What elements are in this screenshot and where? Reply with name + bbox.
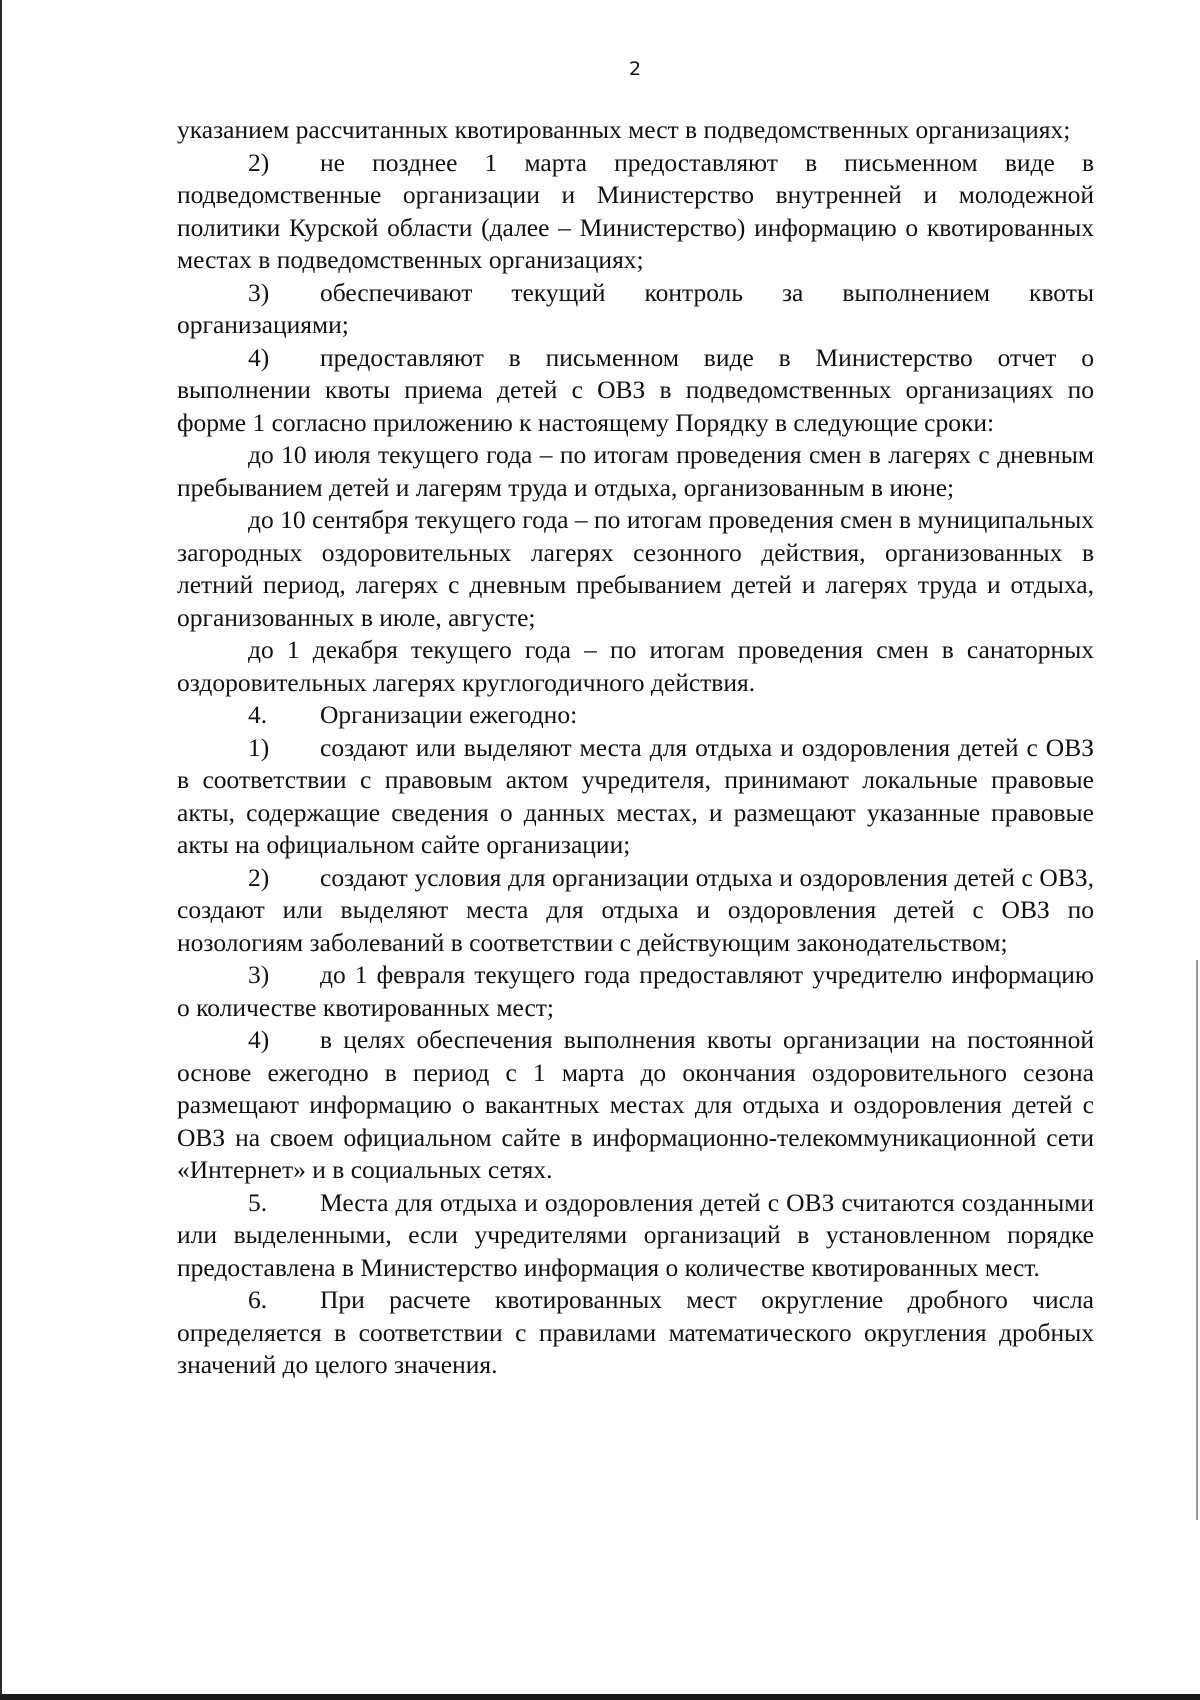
- paragraph-text: до 1 декабря текущего года – по итогам проведения смен в санаторных оздоровительных лагерях круглогодичного действия.: [177, 635, 1094, 697]
- paragraph-text: предоставляют в письменном виде в Министерство отчет о выполнении квоты приема детей с ОВЗ в подведомственных организациях по форме 1 согласно приложению к настоящему Порядку в следующие сроки:: [177, 342, 1094, 437]
- paragraph-text: создают или выделяют места для отдыха и оздоровления детей с ОВЗ в соответствии с правовым актом учредителя, принимают локальные правовые акты, содержащие сведения о данных местах, и размещают указанные правовые акты на официальном сайте организации;: [177, 732, 1094, 859]
- list-marker: 4): [248, 342, 270, 372]
- list-marker: 1): [248, 732, 270, 762]
- list-item-3: [177, 277, 1094, 342]
- page-number: 2: [628, 58, 642, 80]
- section-4-item-2: [177, 862, 1094, 960]
- list-marker: 6.: [248, 1285, 268, 1314]
- section-4: [177, 699, 1094, 732]
- list-item-4: [177, 342, 1094, 440]
- paragraph-text: создают условия для организации отдыха и оздоровления детей с ОВЗ, создают или выделяют места для отдыха и оздоровления детей с ОВЗ по нозологиям заболеваний в соответствии с действующим законодательством;: [177, 862, 1094, 957]
- paragraph-text: При расчете квотированных мест округление дробного числа определяется в соответствии с правилами математического округления дробных значений до целого значения.: [177, 1285, 1094, 1379]
- scan-edge-right: [1196, 960, 1198, 1520]
- paragraph-continuation: [177, 114, 1094, 147]
- deadline-december: [177, 634, 1094, 699]
- paragraph-text: до 10 сентября текущего года – по итогам проведения смен в муниципальных загородных оздоровительных лагерях сезонного действия, организованных в летний период, лагерях с дневным пребыванием детей и лагерях труда и отдыха, организованных в июле, августе;: [177, 505, 1094, 632]
- paragraph-text: в целях обеспечения выполнения квоты организации на постоянной основе ежегодно в период с 1 марта до окончания оздоровительного сезона размещают информацию о вакантных местах для отдыха и оздоровления детей с ОВЗ на своем официальном сайте в информационно-телекоммуникационной сети «Интернет» и в социальных сетях.: [177, 1025, 1094, 1184]
- list-marker: 4): [248, 1025, 270, 1054]
- deadline-september: [177, 504, 1094, 634]
- list-marker: 2): [248, 862, 270, 892]
- list-marker: 3): [248, 277, 270, 307]
- paragraph-text: до 10 июля текущего года – по итогам проведения смен в лагерях с дневным пребыванием детей и лагерям труда и отдыха, организованным в июне;: [177, 440, 1094, 502]
- paragraph-text: не позднее 1 марта предоставляют в письменном виде в подведомственные организации и Министерство внутренней и молодежной политики Курской области (далее – Министерство) информацию о квотированных местах в подведомственных организациях;: [177, 147, 1094, 274]
- section-4-item-3: [177, 959, 1094, 1024]
- paragraph-text: Места для отдыха и оздоровления детей с ОВЗ считаются созданными или выделенными, если учредителями организаций в установленном порядке предоставлена в Министерство информация о количестве квотированных мест.: [177, 1187, 1094, 1282]
- list-marker: 3): [248, 960, 270, 989]
- scan-edge-bottom: [0, 1694, 1200, 1700]
- paragraph-text: указанием рассчитанных квотированных мест в подведомственных организациях;: [177, 115, 1071, 144]
- section-4-item-4: [177, 1024, 1094, 1187]
- section-4-item-1: [177, 732, 1094, 862]
- paragraph-text: до 1 февраля текущего года предоставляют учредителю информацию о количестве квотированных мест;: [177, 960, 1094, 1022]
- paragraph-text: Организации ежегодно:: [320, 700, 578, 729]
- list-marker: 2): [248, 147, 270, 177]
- list-item-2: [177, 147, 1094, 277]
- list-marker: 5.: [248, 1187, 268, 1217]
- scan-edge-left: [0, 0, 2, 1700]
- deadline-july: [177, 439, 1094, 504]
- document-body: [177, 114, 1094, 1382]
- section-6: [177, 1284, 1094, 1382]
- section-5: [177, 1187, 1094, 1285]
- list-marker: 4.: [248, 700, 268, 729]
- paragraph-text: обеспечивают текущий контроль за выполнением квоты организациями;: [177, 277, 1094, 339]
